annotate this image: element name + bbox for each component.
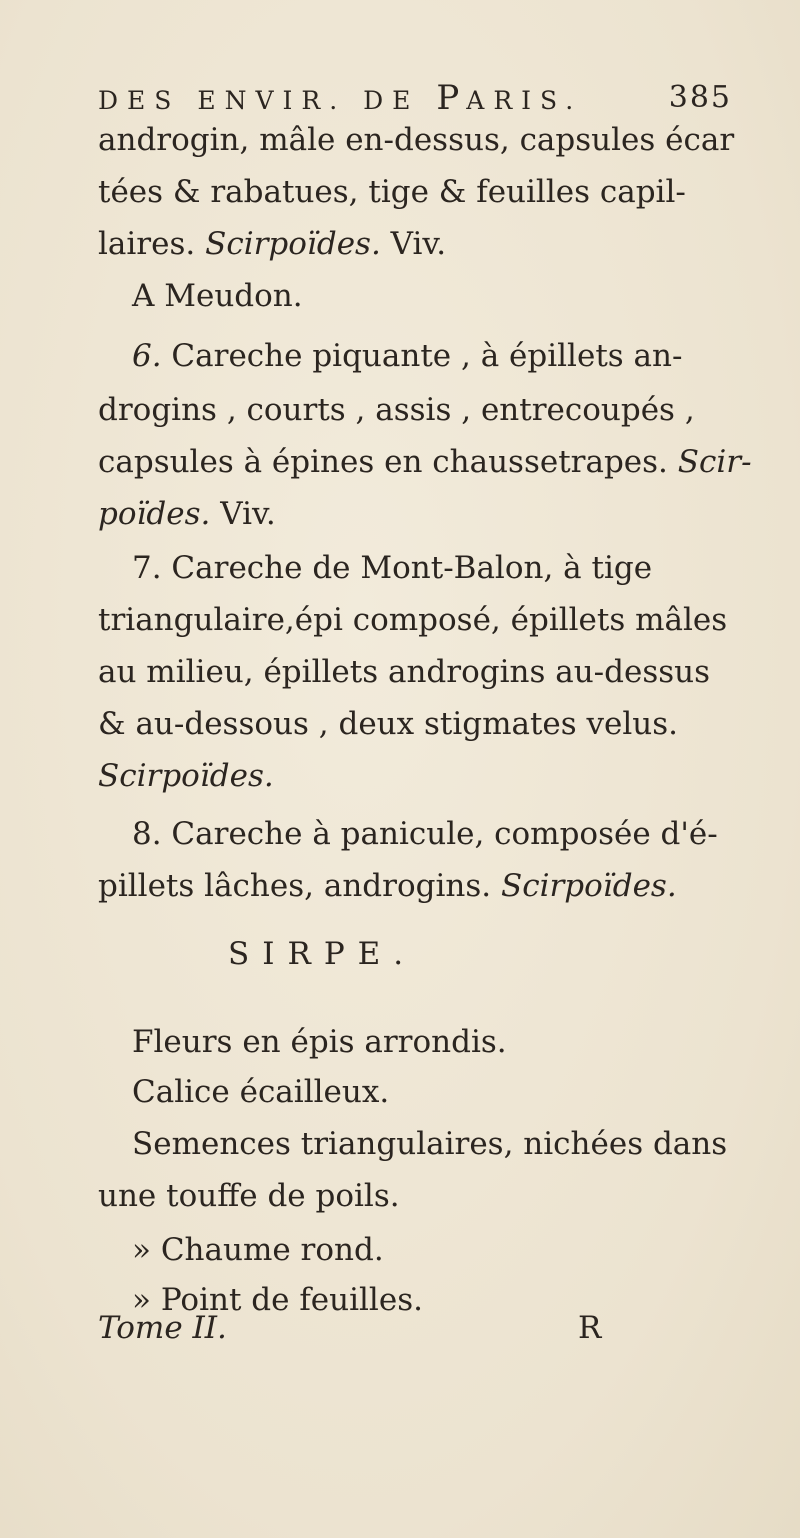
text-line [98,702,678,746]
text-line [98,440,752,484]
text-line [98,170,686,214]
italic-text: Scirpoïdes. [98,758,274,794]
text-run: tées & rabatues, tige & feuilles capil- [98,174,686,210]
character-line: une touffe de poils. [98,1178,400,1214]
text-run: capsules à épines en chaussetrapes. [98,444,678,480]
text-line [98,754,274,798]
text-line [98,118,734,162]
text-line [98,492,276,536]
text-run: Careche piquante , à épillets an- [161,338,683,374]
text-run: laires. [98,226,206,262]
text-run: A Meudon. [132,278,303,314]
text-line [98,598,727,642]
italic-text: poïdes. [98,496,211,532]
text-run: Viv. [380,226,447,262]
character-line: » Point de feuilles. [132,1282,423,1318]
volume-label: Tome II. [98,1310,227,1346]
running-title-part: DES ENVIR. DE [98,86,437,115]
section-title: SIRPE. [228,936,417,972]
character-line: Calice écailleux. [132,1074,390,1110]
text-run: 8. Careche à panicule, composée d'é- [132,816,718,852]
italic-text: Scir- [677,444,752,480]
text-line [98,222,446,266]
text-run: & au-dessous , deux stigmates velus. [98,706,679,742]
text-line [132,812,718,856]
text-run: Viv. [210,496,276,532]
italic-text: Scirpoïdes. [500,868,677,904]
text-run: au milieu, épillets androgins au-dessus [98,654,711,690]
text-line [98,388,695,432]
text-run: androgin, mâle en-dessus, capsules écar [98,122,735,158]
text-run: drogins , courts , assis , entrecoupés , [98,392,695,428]
running-header [98,78,738,122]
text-run: pillets lâches, androgins. [98,868,501,904]
character-line: Fleurs en épis arrondis. [132,1024,507,1060]
text-line [132,274,303,318]
text-line [98,864,677,908]
text-run: triangulaire,épi composé, épillets mâles [98,602,728,638]
text-line [132,546,652,590]
italic-text: 6. [132,338,162,374]
character-line: Semences triangulaires, nichées dans [132,1126,728,1162]
character-line: » Chaume rond. [132,1232,384,1268]
page-number: 385 [668,80,732,115]
signature-mark: R [578,1310,602,1346]
text-line [132,334,682,378]
text-run: 7. Careche de Mont-Balon, à tige [132,550,653,586]
italic-text: Scirpoïdes. [205,226,381,262]
running-title-initial: P [436,78,467,118]
text-line [98,650,710,694]
running-title-part: ARIS. [466,86,583,115]
